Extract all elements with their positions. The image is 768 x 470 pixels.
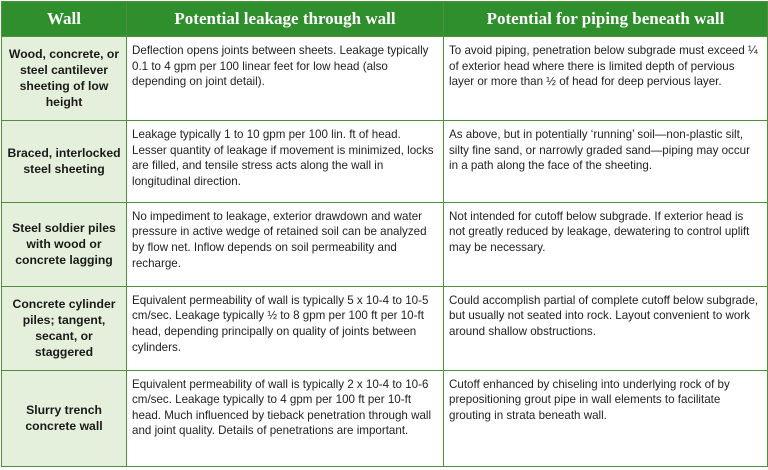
leakage-cell: Equivalent permeability of wall is typically 5 x 10-4 to 10-5 cm/sec. Leakage typically ½ to 8 gpm per 100 ft per 10-ft head, depending principally on quality of joints between cylinders. — [127, 286, 444, 370]
piping-cell: To avoid piping, penetration below subgrade must exceed ¼ of exterior head where there is limited depth of pervious layer or more than ½ of head for deep pervious layer. — [444, 37, 768, 121]
leakage-cell: Equivalent permeability of wall is typically 2 x 10-4 to 10-6 cm/sec. Leakage typically to 4 gpm per 100 ft per 10-ft head. Much influenced by tieback penetration through wall and joint quality. Details of penetrations are important. — [127, 370, 444, 466]
header-wall: Wall — [2, 2, 127, 37]
piping-cell: Not intended for cutoff below subgrade. If exterior head is not greatly reduced by leakage, dewatering to control uplift may be necessary. — [444, 202, 768, 286]
piping-cell: Cutoff enhanced by chiseling into underlying rock of by prepositioning grout pipe in wall elements to facilitate grouting in strata beneath wall. — [444, 370, 768, 466]
leakage-cell: Leakage typically 1 to 10 gpm per 100 lin. ft of head. Lesser quantity of leakage if movement is minimized, locks are filled, and tensile stress acts along the wall in longitudinal direction. — [127, 120, 444, 202]
table-row — [2, 120, 768, 202]
wall-type-cell: Concrete cylinder piles; tangent, secant, or staggered — [2, 286, 127, 370]
table-row — [2, 37, 768, 121]
table-row — [2, 370, 768, 466]
header-piping: Potential for piping beneath wall — [444, 2, 768, 37]
leakage-cell: No impediment to leakage, exterior drawdown and water pressure in active wedge of retained soil can be analyzed by flow net. Inflow depends on soil permeability and recharge. — [127, 202, 444, 286]
table-row — [2, 202, 768, 286]
header-leakage: Potential leakage through wall — [127, 2, 444, 37]
wall-type-cell: Wood, concrete, or steel cantilever sheeting of low height — [2, 37, 127, 121]
wall-type-cell: Steel soldier piles with wood or concrete lagging — [2, 202, 127, 286]
table-row — [2, 286, 768, 370]
wall-type-cell: Slurry trench concrete wall — [2, 370, 127, 466]
wall-type-cell: Braced, interlocked steel sheeting — [2, 120, 127, 202]
piping-cell: As above, but in potentially ‘running’ soil—non-plastic silt, silty fine sand, or narrowly graded sand—piping may occur in a path along the face of the sheeting. — [444, 120, 768, 202]
piping-cell: Could accomplish partial of complete cutoff below subgrade, but usually not seated into rock. Layout convenient to work around shallow obstructions. — [444, 286, 768, 370]
wall-comparison-table — [1, 1, 768, 467]
leakage-cell: Deflection opens joints between sheets. Leakage typically 0.1 to 4 gpm per 100 linear feet for low head (also depending on joint detail). — [127, 37, 444, 121]
header-row — [2, 2, 768, 37]
